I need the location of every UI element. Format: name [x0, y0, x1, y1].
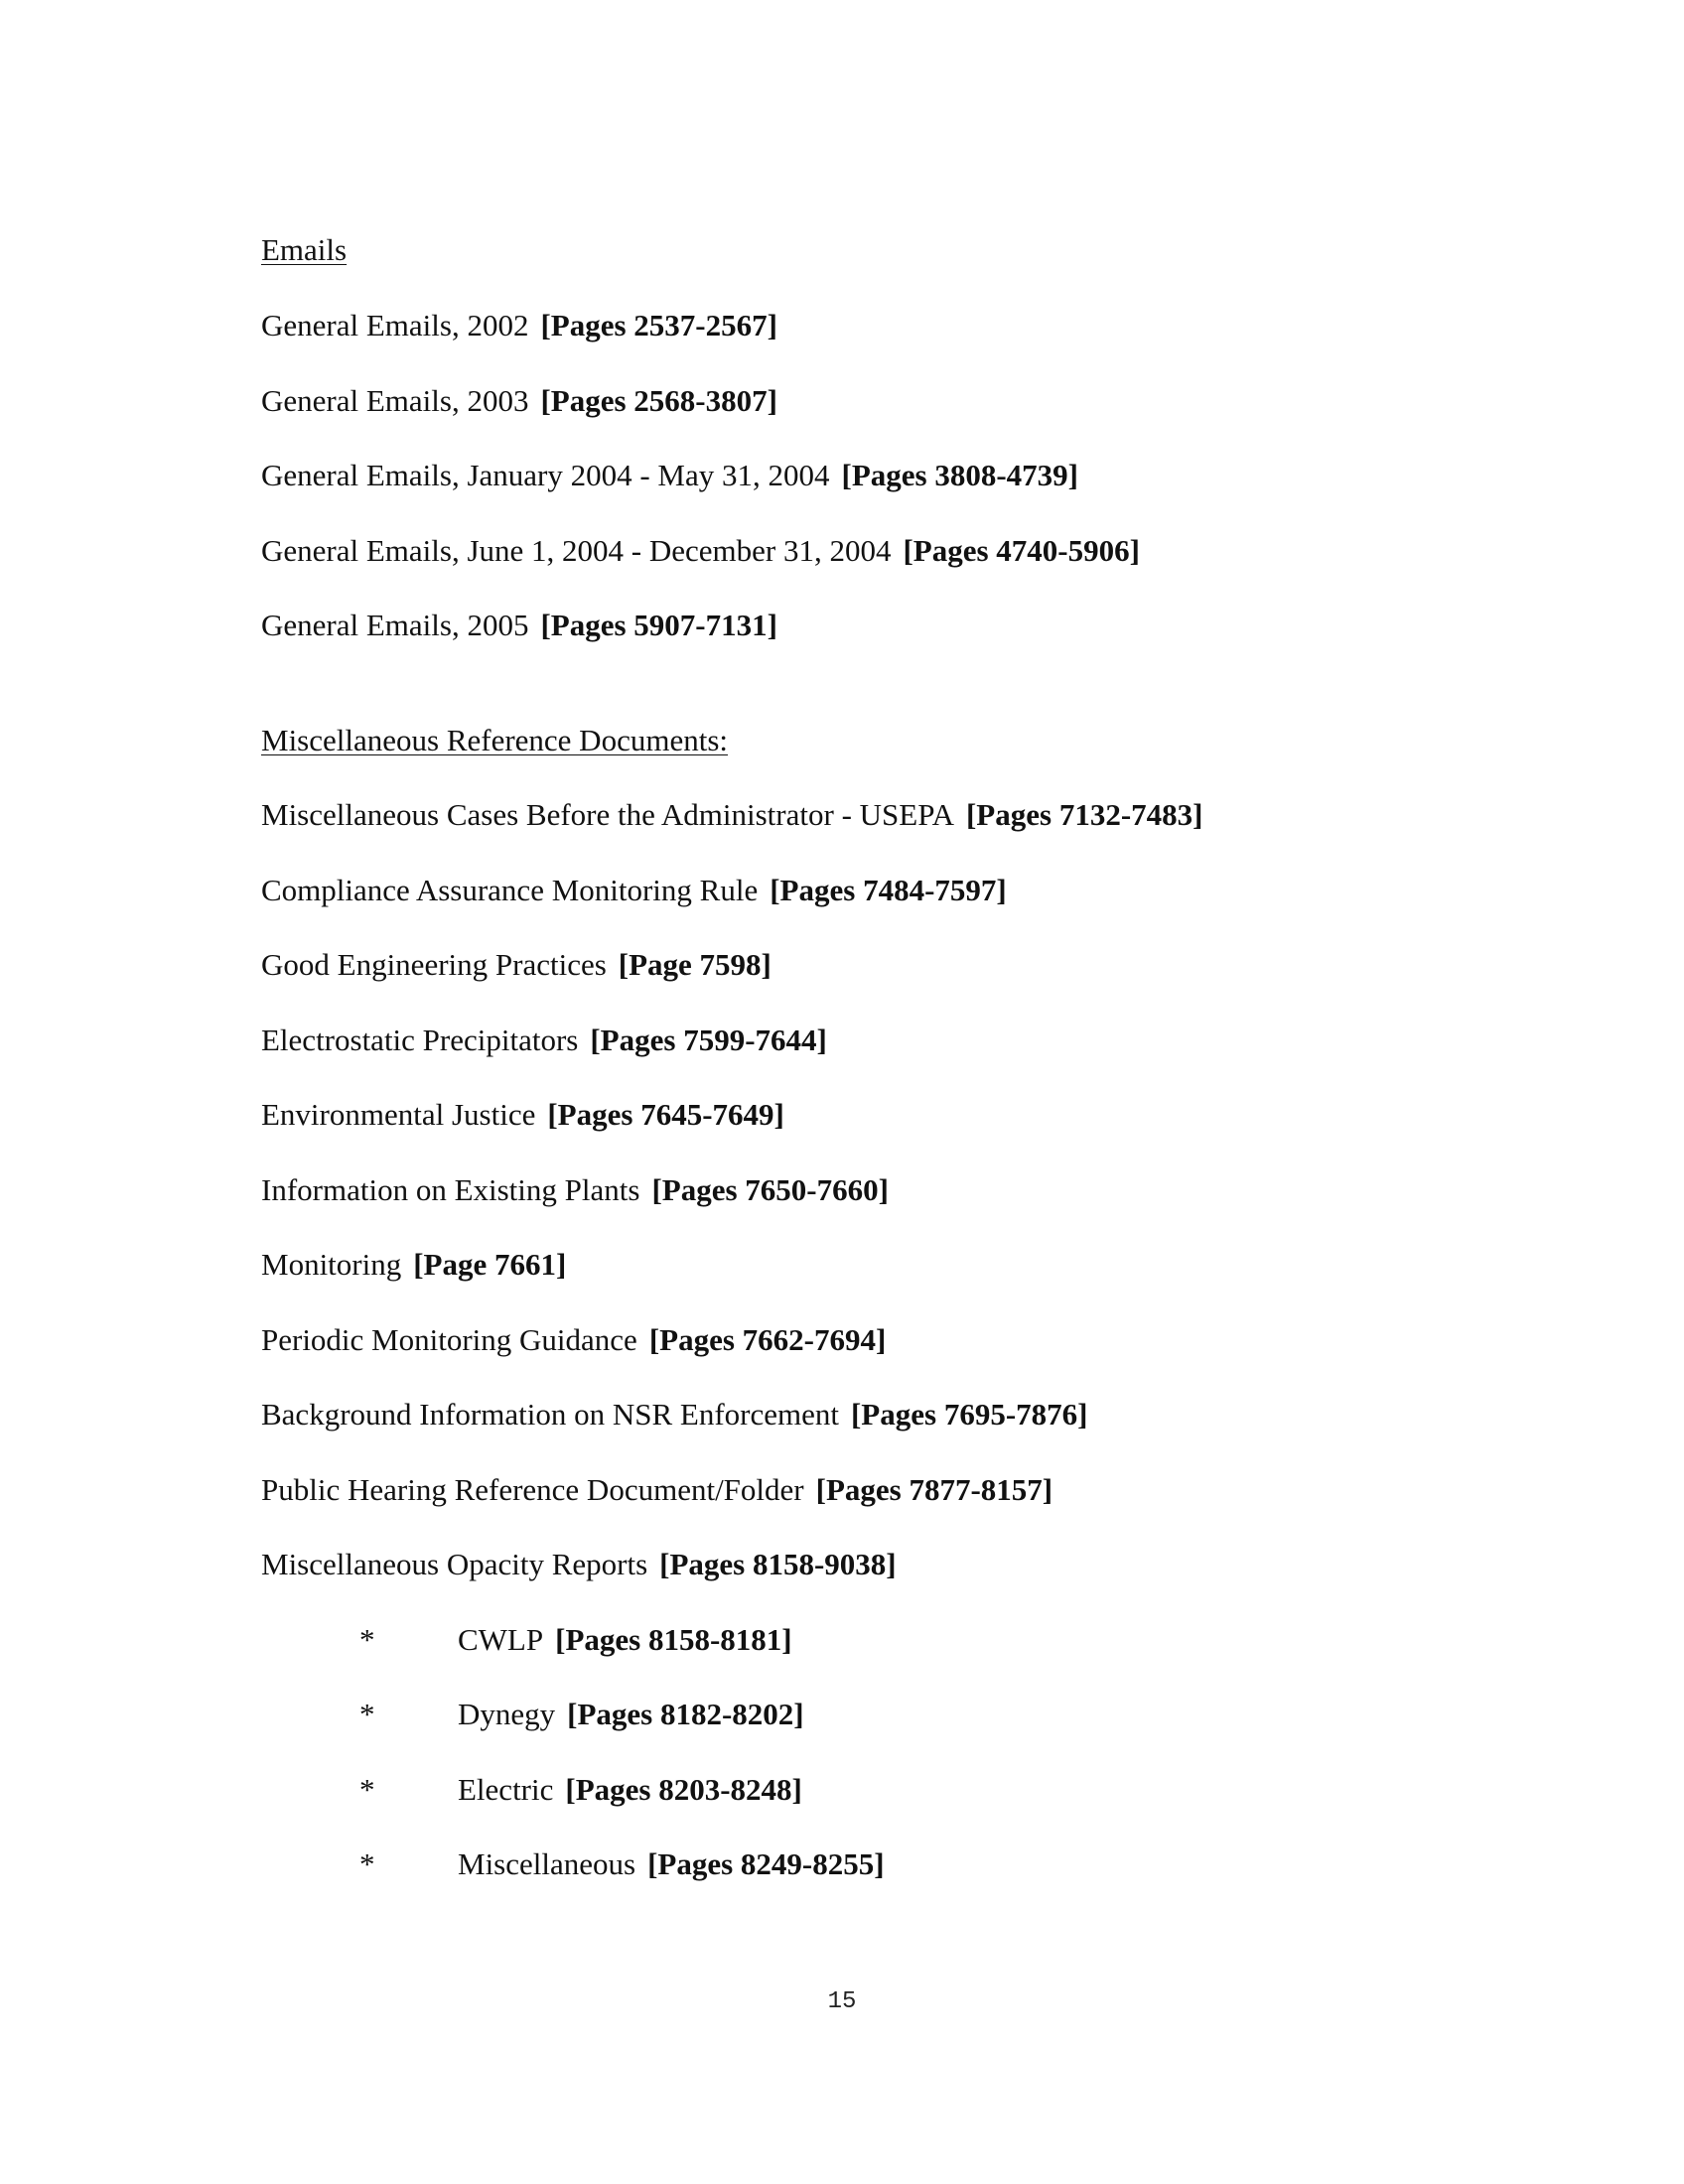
page-reference: [Pages 8182-8202] — [567, 1697, 804, 1731]
item-title: General Emails, June 1, 2004 - December 31, 2004 — [261, 533, 892, 568]
item-title: Public Hearing Reference Document/Folder — [261, 1472, 804, 1507]
list-item — [261, 1095, 784, 1135]
page-reference: [Pages 8158-8181] — [555, 1622, 792, 1657]
page-reference: [Page 7598] — [618, 947, 772, 982]
page-reference: [Pages 5907-7131] — [540, 608, 777, 642]
page-reference: [Pages 8203-8248] — [565, 1772, 802, 1807]
item-title: Miscellaneous — [458, 1846, 636, 1881]
list-item — [261, 1021, 827, 1060]
item-title: General Emails, 2005 — [261, 608, 529, 642]
section-heading-emails: Emails — [261, 232, 348, 267]
page-reference: [Page 7661] — [413, 1247, 567, 1282]
sub-list-item — [458, 1770, 802, 1810]
list-item — [261, 1545, 897, 1584]
page-reference: [Pages 4740-5906] — [903, 533, 1140, 568]
item-title: Monitoring — [261, 1247, 402, 1282]
item-title: General Emails, 2002 — [261, 308, 529, 342]
item-title: Environmental Justice — [261, 1097, 536, 1132]
page-reference: [Pages 7695-7876] — [850, 1397, 1088, 1432]
page-reference: [Pages 7645-7649] — [547, 1097, 784, 1132]
bullet-marker: * — [359, 1697, 375, 1731]
list-item — [261, 531, 1140, 571]
item-title: Electrostatic Precipitators — [261, 1023, 579, 1057]
item-title: Background Information on NSR Enforcement — [261, 1397, 839, 1432]
sub-list-item — [458, 1844, 885, 1884]
page-reference: [Pages 2537-2567] — [540, 308, 777, 342]
page-reference: [Pages 8158-9038] — [659, 1547, 897, 1581]
list-item — [261, 945, 772, 985]
page-reference: [Pages 7877-8157] — [815, 1472, 1053, 1507]
section-heading-misc-reference: Miscellaneous Reference Documents: — [261, 723, 728, 757]
item-title: Periodic Monitoring Guidance — [261, 1322, 637, 1357]
list-item — [261, 1245, 566, 1285]
list-item — [261, 1170, 889, 1210]
page-reference: [Pages 7599-7644] — [590, 1023, 827, 1057]
page-reference: [Pages 7132-7483] — [965, 797, 1203, 832]
item-title: Good Engineering Practices — [261, 947, 607, 982]
item-title: CWLP — [458, 1622, 544, 1657]
list-item — [261, 306, 777, 345]
list-item — [261, 1320, 886, 1360]
item-title: General Emails, January 2004 - May 31, 2004 — [261, 458, 830, 492]
list-item — [261, 1470, 1052, 1510]
list-item — [261, 795, 1202, 835]
page-reference: [Pages 7650-7660] — [651, 1172, 889, 1207]
page-reference: [Pages 3808-4739] — [841, 458, 1078, 492]
list-item — [261, 1395, 1087, 1434]
list-item — [261, 871, 1007, 910]
list-item — [261, 606, 777, 645]
list-item — [261, 456, 1078, 495]
item-title: Information on Existing Plants — [261, 1172, 640, 1207]
bullet-marker: * — [359, 1622, 375, 1657]
item-title: Dynegy — [458, 1697, 556, 1731]
sub-list-item — [458, 1695, 804, 1734]
item-title: Miscellaneous Opacity Reports — [261, 1547, 648, 1581]
bullet-marker: * — [359, 1846, 375, 1881]
sub-list-item — [458, 1620, 792, 1660]
page-reference: [Pages 8249-8255] — [647, 1846, 885, 1881]
page-reference: [Pages 2568-3807] — [540, 383, 777, 418]
item-title: General Emails, 2003 — [261, 383, 529, 418]
list-item — [261, 381, 777, 421]
page-reference: [Pages 7662-7694] — [648, 1322, 887, 1357]
page-number: 15 — [827, 1988, 857, 2015]
item-title: Miscellaneous Cases Before the Administrator - USEPA — [261, 797, 954, 832]
item-title: Compliance Assurance Monitoring Rule — [261, 873, 759, 907]
page-reference: [Pages 7484-7597] — [770, 873, 1007, 907]
item-title: Electric — [458, 1772, 554, 1807]
bullet-marker: * — [359, 1772, 375, 1807]
